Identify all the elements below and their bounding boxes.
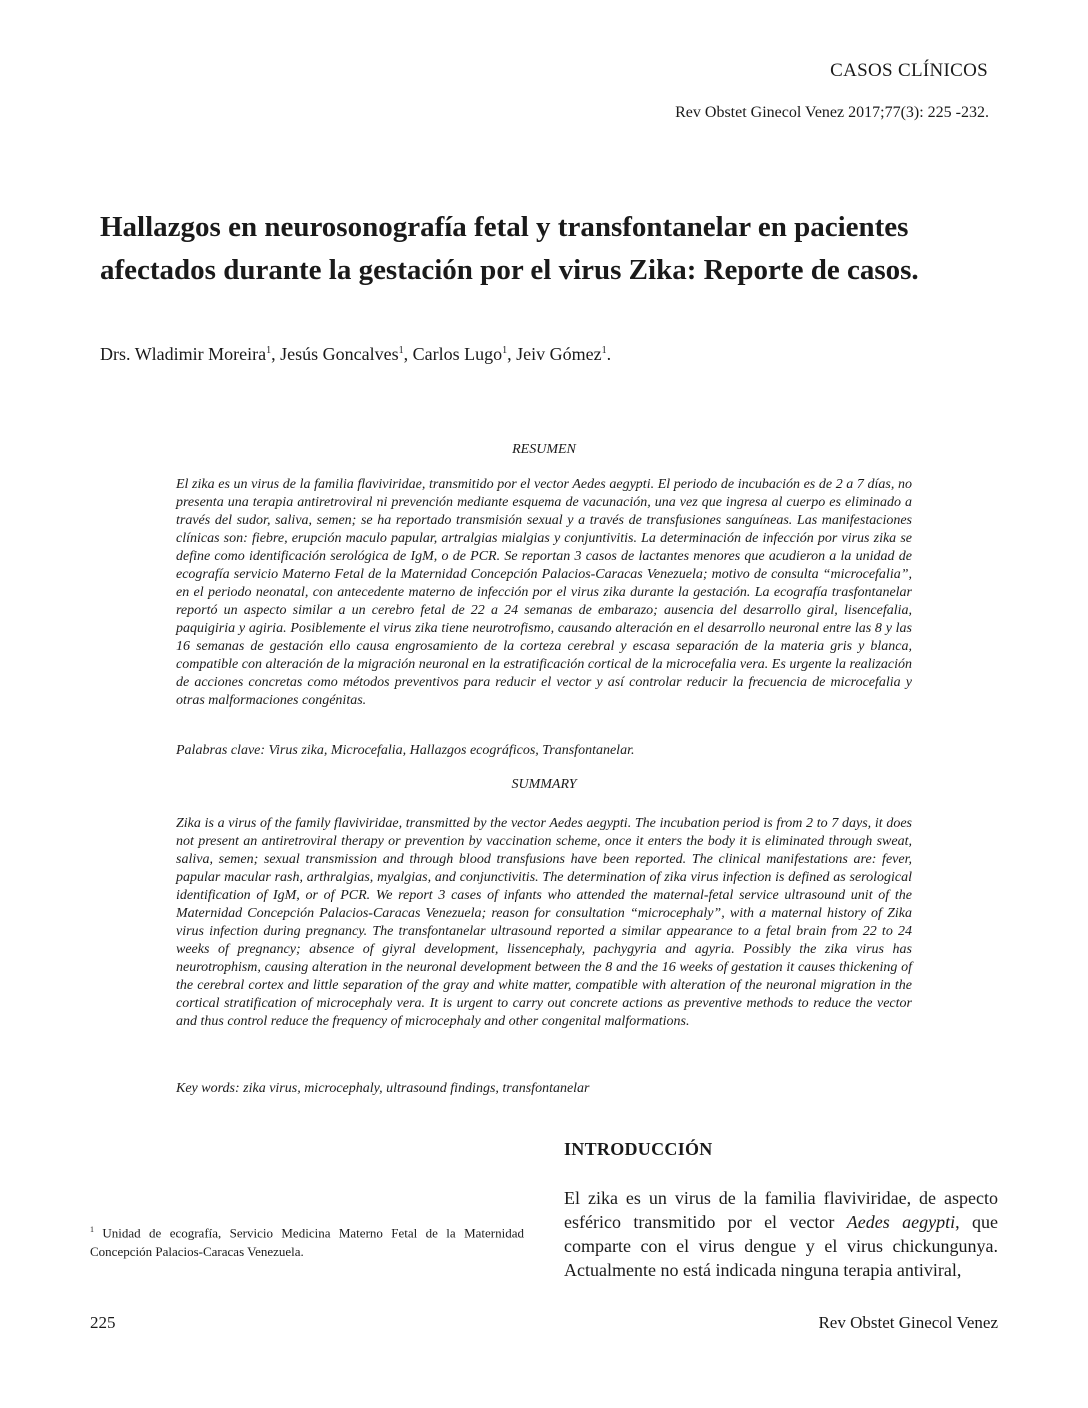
author-separator: ,: [271, 344, 281, 364]
author-affiliation: 1: [398, 345, 404, 356]
author-separator: .: [606, 344, 612, 364]
introduction-text: [564, 1186, 998, 1282]
author-name: Jeiv Gómez: [516, 344, 602, 364]
section-label: CASOS CLÍNICOS: [830, 60, 988, 81]
page-number: 225: [90, 1313, 116, 1332]
affiliation-footnote: [90, 1220, 524, 1261]
author-separator: ,: [403, 344, 413, 364]
resumen-heading: RESUMEN: [512, 442, 576, 457]
author-affiliation: 1: [266, 345, 272, 356]
summary-text: Zika is a virus of the family flaviviridae, transmitted by the vector Aedes aegypti. The incubation period is from 2 to 7 days, it does not present an antiretroviral therapy or prevention by vaccination scheme, once it enters the body it is eliminated through sweat, saliva, semen; sexual transmission and through blood transfusions have been reported. The clinical manifestations are: fever, papular macular rash, arthralgias, myalgias, and conjunctivitis. The determination of zika virus infection is defined as serological identification of IgM, or of PCR. We report 3 cases of infants who attended the maternal-fetal service ultrasound unit of the Maternidad Concepción Palacios-Caracas Venezuela; reason for consultation “microcephaly”, with a maternal history of Zika virus infection during pregnancy. The transfontanelar ultrasound reported a similar appearance to a fetal brain from 22 to 24 weeks of pregnancy; absence of giyral development, lissencephaly, pachygyria and agyria. Possibly the zika virus has neurotrophism, causing alteration in the neuronal development between the 8 and the 16 weeks of gestation it causes thickening of the cerebral cortex and little separation of the gray and white matter, compatible with alteration of the neuronal migration in the cortical stratification of microcephaly vera. It is urgent to carry out concrete actions as preventive methods to reduce the vector and thus control reduce the frequency of microcephaly and other congenital malformations.: [176, 816, 912, 1029]
journal-citation: Rev Obstet Ginecol Venez 2017;77(3): 225 -232.: [675, 104, 989, 121]
author-separator: ,: [507, 344, 517, 364]
author-affiliation: 1: [502, 345, 508, 356]
introduction-heading: INTRODUCCIÓN: [564, 1139, 713, 1159]
journal-footer: Rev Obstet Ginecol Venez: [818, 1313, 998, 1332]
summary-keywords: Key words: zika virus, microcephaly, ultrasound findings, transfontanelar: [176, 1081, 590, 1096]
species-name: Aedes aegypti: [846, 1212, 956, 1232]
author-name: Carlos Lugo: [412, 344, 503, 364]
introduction-text-part: El zika es un virus de la familia flaviviridae, de aspecto esférico transmitido por el vector: [564, 1188, 998, 1232]
resumen-text: El zika es un virus de la familia flaviviridae, transmitido por el vector Aedes aegypti. El periodo de incubación es de 2 a 7 días, no presenta una terapia antiretroviral ni prevención mediante esquema de vacunación, una vez que ingresa al cuerpo es eliminado a través del sudor, saliva, semen; se ha reportado transmisión sexual y a través de transfusiones sanguíneas. Las manifestaciones clínicas son: fiebre, erupción maculo papular, artralgias mialgias y conjuntivitis. La determinación de infección por virus zika se define como identificación serológica de IgM, o de PCR. Se reportan 3 casos de lactantes menores que acudieron a la unidad de ecografía servicio Materno Fetal de la Maternidad Concepción Palacios-Caracas Venezuela; motivo de consulta “microcefalia”, en el periodo neonatal, con antecedente materno de infección por el virus zika durante la gestación. La ecografía trasfontanelar reportó un aspecto similar a un cerebro fetal de 22 a 24 semanas de embarazo; ausencia del desarrollo giral, lisencefalia, paquigiria y agiria. Posiblemente el virus zika tiene neurotrofismo, causando alteración en el desarrollo neuronal entre las 8 y las 16 semanas de gestación ello causa engrosamiento de la corteza cerebral y escasa separación de la materia gris y blanca, compatible con alteración de la migración neuronal en la estratificación cortical de la microcefalia vera. Es urgente la realización de acciones concretas como métodos preventivos para reducir el vector y así controlar reducir la frecuencia de microcefalia y otras malformaciones congénitas.: [176, 477, 912, 708]
introduction-text-part: , que comparte con el virus dengue y el virus chickungunya. Actualmente no está indicada ninguna terapia antiviral,: [564, 1212, 998, 1280]
author-affiliation: 1: [601, 345, 607, 356]
resumen-keywords: Palabras clave: Virus zika, Microcefalia, Hallazgos ecográficos, Transfontanelar.: [176, 743, 635, 758]
author-prefix: Drs.: [100, 344, 135, 364]
footnote-marker: 1: [90, 1225, 94, 1234]
article-title: Hallazgos en neurosonografía fetal y transfontanelar en pacientes afectados durante la gestación por el virus Zika: Reporte de casos.: [100, 211, 919, 286]
footnote-text: Unidad de ecografía, Servicio Medicina Materno Fetal de la Maternidad Concepción Palacios-Caracas Venezuela.: [90, 1225, 524, 1260]
author-list: [100, 344, 611, 365]
author-name: Wladimir Moreira: [134, 344, 267, 364]
author-name: Jesús Goncalves: [280, 344, 399, 364]
summary-heading: SUMMARY: [511, 777, 577, 792]
